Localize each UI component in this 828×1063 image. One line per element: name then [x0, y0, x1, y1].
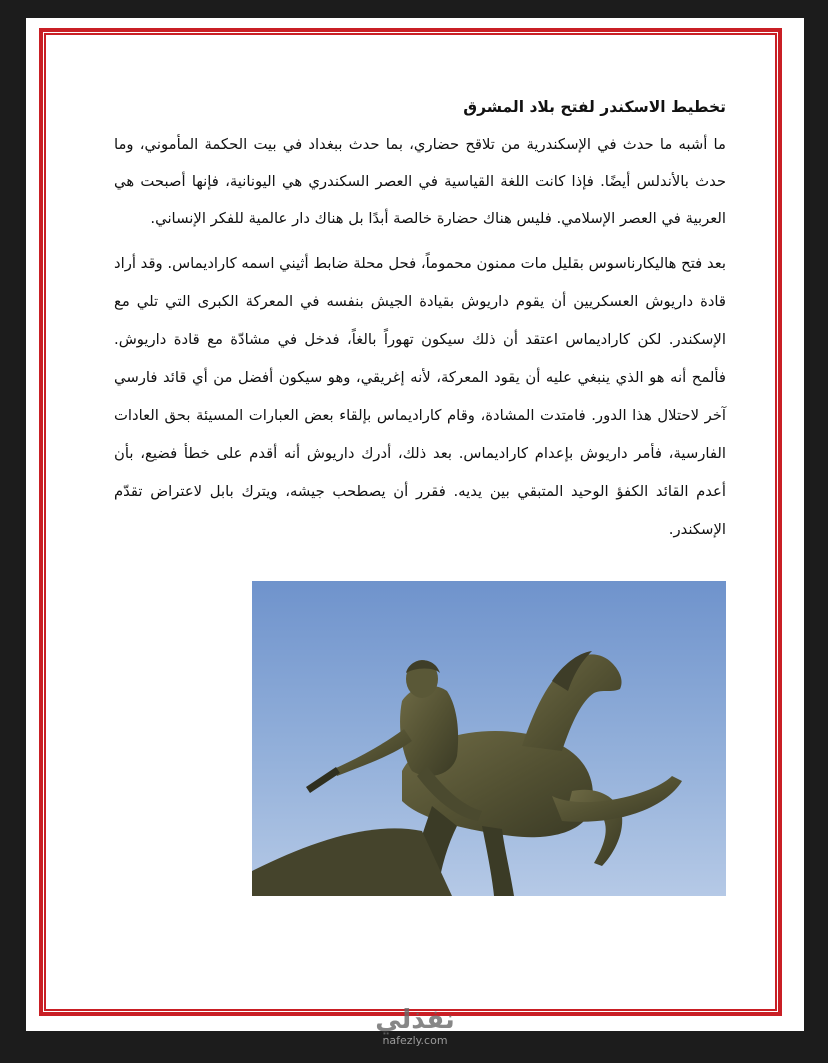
- document-page: [26, 18, 804, 1031]
- paragraph-main: بعد فتح هاليكارناسوس بقليل مات ممنون محموماً، فحل محلة ضابط أثيني اسمه كاراديماس. وقد أراد قادة داريوش العسكريين أن يقوم داريوش بقيادة الجيش بنفسه في المعركة الكبرى التي تلي مع الإسكندر. لكن كاراديماس اعتقد أن ذلك سيكون تهوراً بالغاً، فدخل في مشادّة مع قادة داريوش. فألمح أنه هو الذي ينبغي عليه أن يقود المعركة، لأنه إغريقي، وهو سيكون أفضل من أي قائد فارسي آخر لاحتلال هذا الدور. فامتدت المشادة، وقام كاراديماس بإلقاء بعض العبارات المسيئة بحق العادات الفارسية، فأمر داريوش بإعدام كاراديماس. بعد ذلك، أدرك داريوش أنه أقدم على خطأ فضيع، بأن أعدم القائد الكفؤ الوحيد المتبقي بين يديه. فقرر أن يصطحب جيشه، ويترك بابل لاعتراض تقدّم الإسكندر.: [114, 255, 726, 538]
- watermark-url: nafezly.com: [382, 1034, 448, 1047]
- document-content: [114, 92, 726, 549]
- watermark: [340, 1006, 490, 1047]
- watermark-logo: نفذلي: [375, 1005, 455, 1035]
- document-title: تخطيط الاسكندر لفتح بلاد المشرق: [463, 98, 726, 116]
- equestrian-statue-photo-icon: [252, 581, 726, 896]
- paragraph-intro: ما أشبه ما حدث في الإسكندرية من تلاقح حضاري، بما حدث ببغداد في بيت الحكمة المأموني، وما حدث بالأندلس أيضًا. فإذا كانت اللغة القياسية في العصر السكندري هي اليونانية، فإنها أصبحت هي العربية في العصر الإسلامي. فليس هناك حضارة خالصة أبدًا بل هناك دار عالمية للفكر الإنساني.: [114, 136, 726, 227]
